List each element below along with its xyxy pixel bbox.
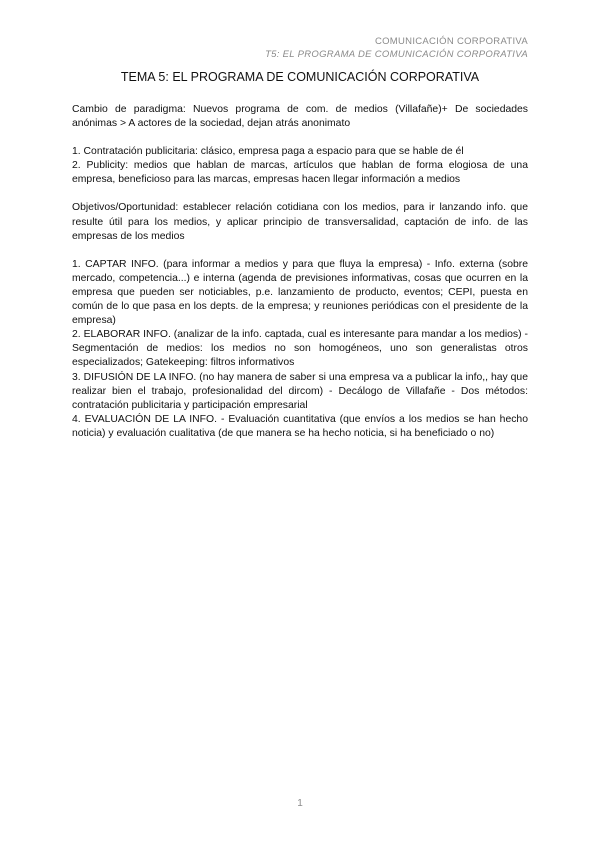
paragraph-difusion: 3. DIFUSIÓN DE LA INFO. (no hay manera de saber si una empresa va a publicar la info,, hay que realizar bien el trabajo, profesionalidad del dircom) - Decálogo de Villafañe - Dos métodos: contratación publicitaria y participación empresarial — [72, 371, 528, 411]
paragraph-publicity: 2. Publicity: medios que hablan de marcas, artículos que hablan de forma elogiosa de una empresa, beneficioso para las marcas, empresas hacen llegar información a medios — [72, 160, 528, 186]
paragraph-objetivos: Objetivos/Oportunidad: establecer relación cotidiana con los medios, para ir lanzando info. que resulte útil para los medios, y aplicar principio de transversalidad, captación de info. de las empresas de los medios — [72, 202, 528, 242]
header-topic-title: T5: EL PROGRAMA DE COMUNICACIÓN CORPORATIVA — [265, 49, 528, 60]
running-header — [265, 35, 528, 61]
header-course-title: COMUNICACIÓN CORPORATIVA — [374, 36, 528, 47]
paragraph-evaluacion: 4. EVALUACIÓN DE LA INFO. - Evaluación cuantitativa (que envíos a los medios se han hecho noticia) y evaluación cualitativa (de que manera se ha hecho noticia, si ha beneficiado o no) — [72, 413, 528, 439]
paragraph-contratacion: 1. Contratación publicitaria: clásico, empresa paga a espacio para que se hable de él — [72, 146, 464, 158]
page-number: 1 — [297, 798, 303, 809]
document-body — [72, 103, 528, 441]
paragraph-paradigm: Cambio de paradigma: Nuevos programa de com. de medios (Villafañe)+ De sociedades anónimas > A actores de la sociedad, dejan atrás anonimato — [72, 104, 528, 130]
paragraph-captar: 1. CAPTAR INFO. (para informar a medios y para que fluya la empresa) - Info. externa (sobre mercado, competencia...) e interna (agenda de previsiones informativas, cosas que ocurren en la empresa que pueden ser noticiables, p.e. lanzamiento de producto, eventos; CEPI, puesta en común de lo que pasa en los depts. de la empresa; y reuniones periódicas con el presidente de la empresa) — [72, 258, 528, 327]
page-title: TEMA 5: EL PROGRAMA DE COMUNICACIÓN CORPORATIVA — [120, 70, 480, 84]
paragraph-elaborar: 2. ELABORAR INFO. (analizar de la info. captada, cual es interesante para mandar a los medios) - Segmentación de medios: los medios no son homogéneos, uno son generalistas otros especializados; Gatekeeping: filtros informativos — [72, 329, 528, 369]
